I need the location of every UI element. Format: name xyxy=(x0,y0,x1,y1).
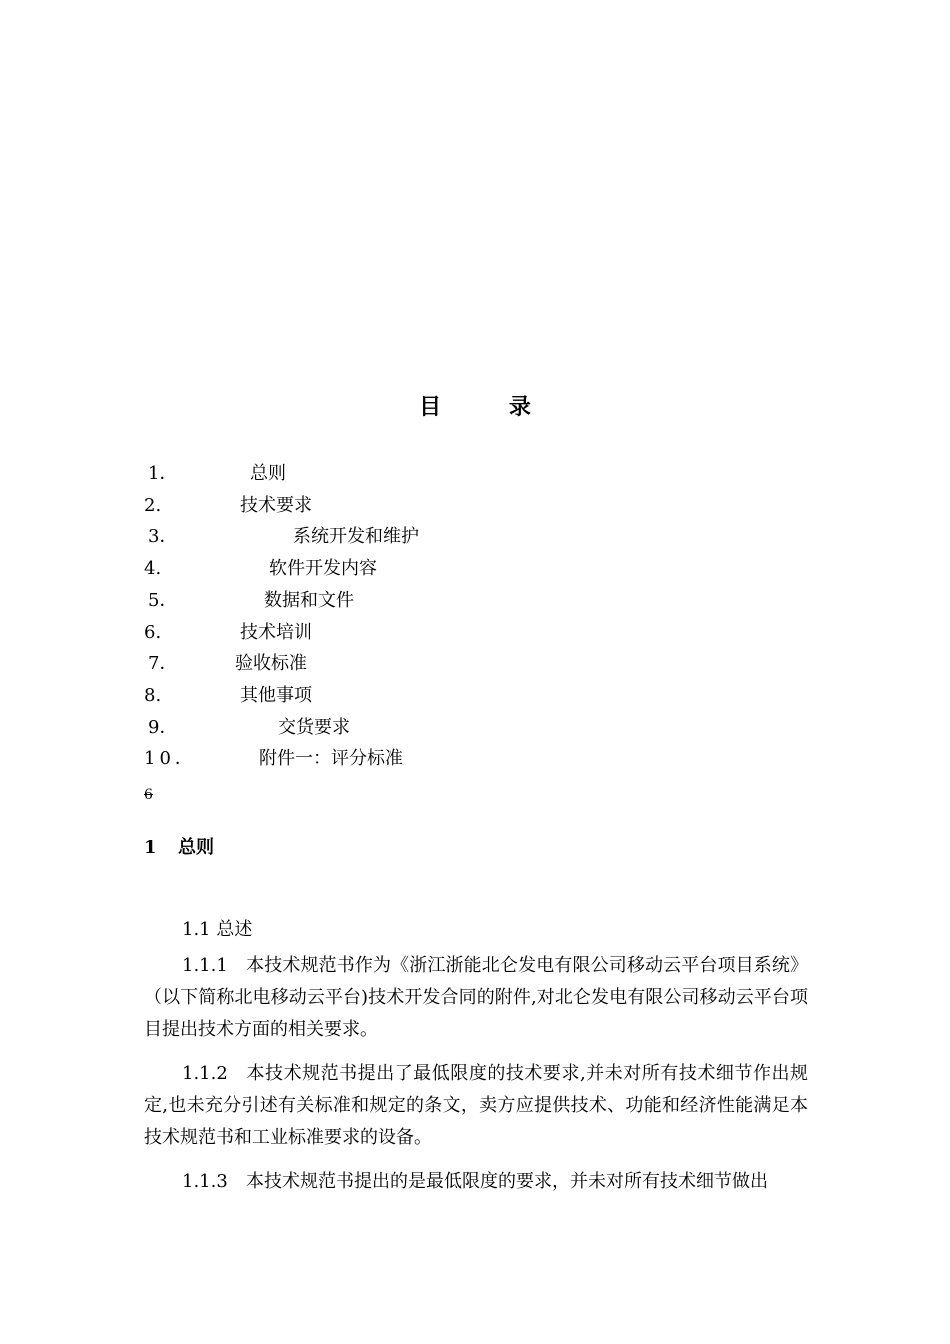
paragraph-number: 1.1.3 xyxy=(182,1171,228,1192)
paragraph xyxy=(144,950,808,1046)
toc-item-number: 8. xyxy=(144,685,162,706)
subsection-heading: 1.1 总述 xyxy=(182,919,253,940)
toc-item-label: 技术培训 xyxy=(240,622,312,643)
paragraph xyxy=(144,1058,808,1154)
toc-item-label: 系统开发和维护 xyxy=(293,526,419,547)
toc-item-label: 软件开发内容 xyxy=(269,558,377,579)
toc-item-label: 数据和文件 xyxy=(264,590,354,611)
paragraph-text: 本技术规范书提出了最低限度的技术要求,并未对所有技术细节作出规定,也未充分引述有关标准和规定的条文，卖方应提供技术、功能和经济性能满足本技术规范书和工业标准要求的设备。 xyxy=(144,1063,808,1148)
paragraph-text: 本技术规范书提出的是最低限度的要求，并未对所有技术细节做出 xyxy=(246,1171,768,1192)
toc-item-number: 9． xyxy=(148,717,178,738)
toc-item-label: 总则 xyxy=(250,463,286,484)
section-number: 1 xyxy=(144,837,157,858)
toc-title: 目 录 xyxy=(419,394,561,420)
toc-item-label: 附件一：评分标准 xyxy=(259,748,403,769)
toc-item-number: 7． xyxy=(148,653,178,674)
toc-item-number: 6. xyxy=(144,622,162,643)
toc-item-number: 5． xyxy=(148,590,178,611)
toc-item-label: 技术要求 xyxy=(240,495,312,516)
toc-item-label: 交货要求 xyxy=(278,717,350,738)
toc-item-number: 10． xyxy=(144,748,197,769)
toc-item-number: 3． xyxy=(148,526,178,547)
section-heading xyxy=(144,836,214,860)
section-title: 总则 xyxy=(178,837,214,858)
toc-end-mark: 6 xyxy=(144,787,153,803)
toc-item-label: 验收标准 xyxy=(235,653,307,674)
paragraph-number: 1.1.1 xyxy=(182,955,228,976)
paragraph-number: 1.1.2 xyxy=(182,1063,228,1084)
toc-item-number: 2. xyxy=(144,495,162,516)
paragraph-text: 本技术规范书作为《浙江浙能北仑发电有限公司移动云平台项目系统》（以下简称北电移动云平台)技术开发合同的附件,对北仑发电有限公司移动云平台项目提出技术方面的相关要求。 xyxy=(144,955,808,1040)
paragraph xyxy=(144,1166,808,1198)
toc-item-number: 4. xyxy=(144,558,162,579)
toc-item-number: 1． xyxy=(148,463,178,484)
toc-item-label: 其他事项 xyxy=(240,685,312,706)
